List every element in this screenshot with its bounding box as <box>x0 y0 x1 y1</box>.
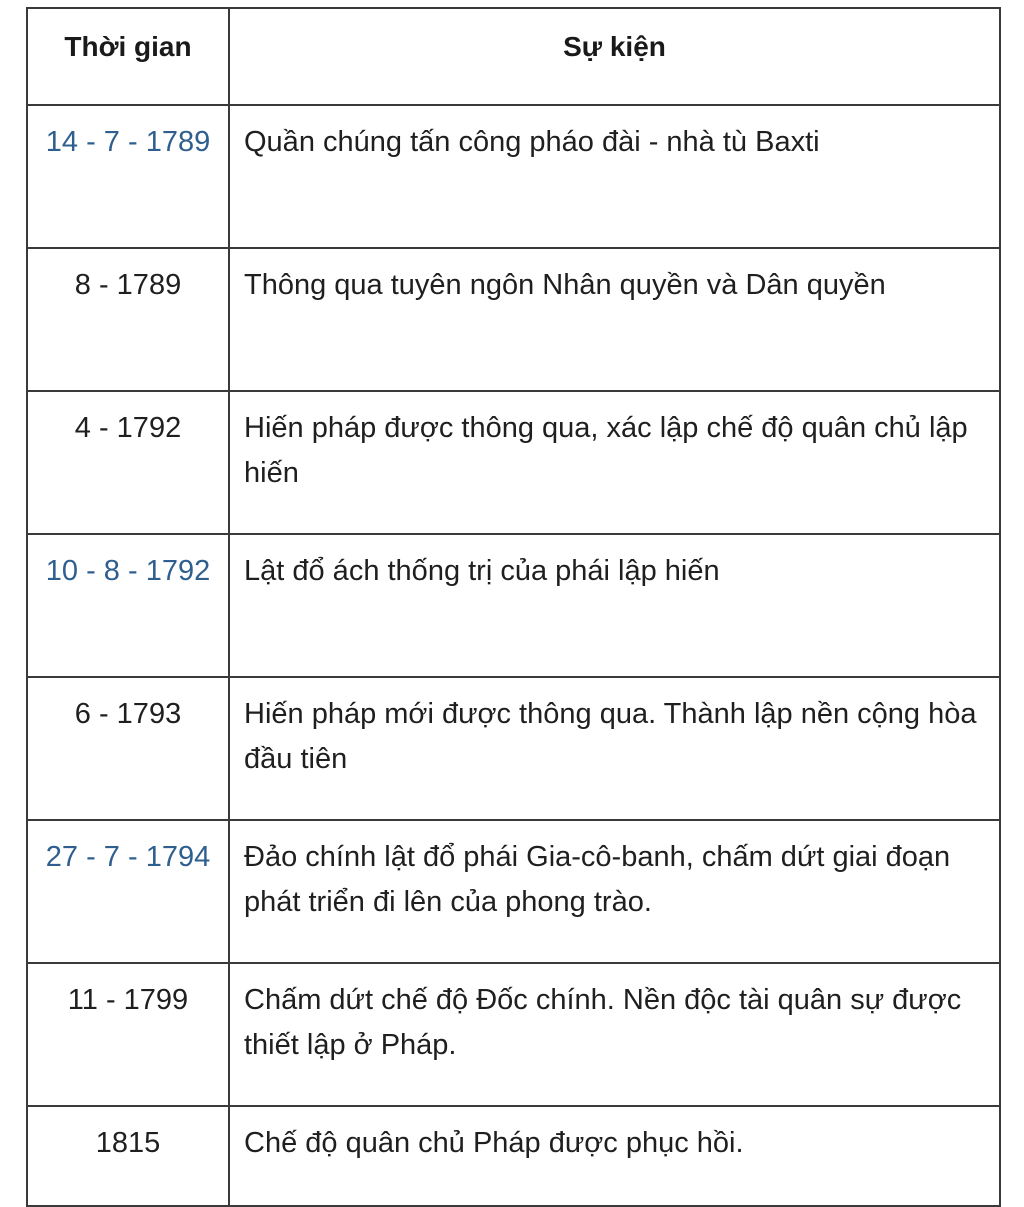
event-cell: Chấm dứt chế độ Đốc chính. Nền độc tài quân sự được thiết lập ở Pháp. <box>229 963 1000 1106</box>
table-row <box>27 534 1000 677</box>
time-cell-link[interactable]: 14 - 7 - 1789 <box>27 105 229 248</box>
table-row <box>27 105 1000 248</box>
time-cell-link[interactable]: 10 - 8 - 1792 <box>27 534 229 677</box>
event-cell: Chế độ quân chủ Pháp được phục hồi. <box>229 1106 1000 1206</box>
time-cell: 8 - 1789 <box>27 248 229 391</box>
time-cell: 4 - 1792 <box>27 391 229 534</box>
header-row <box>27 8 1000 105</box>
header-event: Sự kiện <box>229 8 1000 105</box>
time-cell: 11 - 1799 <box>27 963 229 1106</box>
table-row <box>27 677 1000 820</box>
table-row <box>27 391 1000 534</box>
event-cell: Quần chúng tấn công pháo đài - nhà tù Baxti <box>229 105 1000 248</box>
time-cell-link[interactable]: 27 - 7 - 1794 <box>27 820 229 963</box>
header-time: Thời gian <box>27 8 229 105</box>
table-row <box>27 820 1000 963</box>
table-row <box>27 248 1000 391</box>
timeline-table-container <box>26 7 999 1207</box>
table-row <box>27 963 1000 1106</box>
event-cell: Lật đổ ách thống trị của phái lập hiến <box>229 534 1000 677</box>
event-cell: Thông qua tuyên ngôn Nhân quyền và Dân quyền <box>229 248 1000 391</box>
event-cell: Hiến pháp được thông qua, xác lập chế độ quân chủ lập hiến <box>229 391 1000 534</box>
table-row <box>27 1106 1000 1206</box>
event-cell: Đảo chính lật đổ phái Gia-cô-banh, chấm dứt giai đoạn phát triển đi lên của phong trào. <box>229 820 1000 963</box>
event-cell: Hiến pháp mới được thông qua. Thành lập nền cộng hòa đầu tiên <box>229 677 1000 820</box>
time-cell: 1815 <box>27 1106 229 1206</box>
time-cell: 6 - 1793 <box>27 677 229 820</box>
timeline-table <box>26 7 1001 1207</box>
